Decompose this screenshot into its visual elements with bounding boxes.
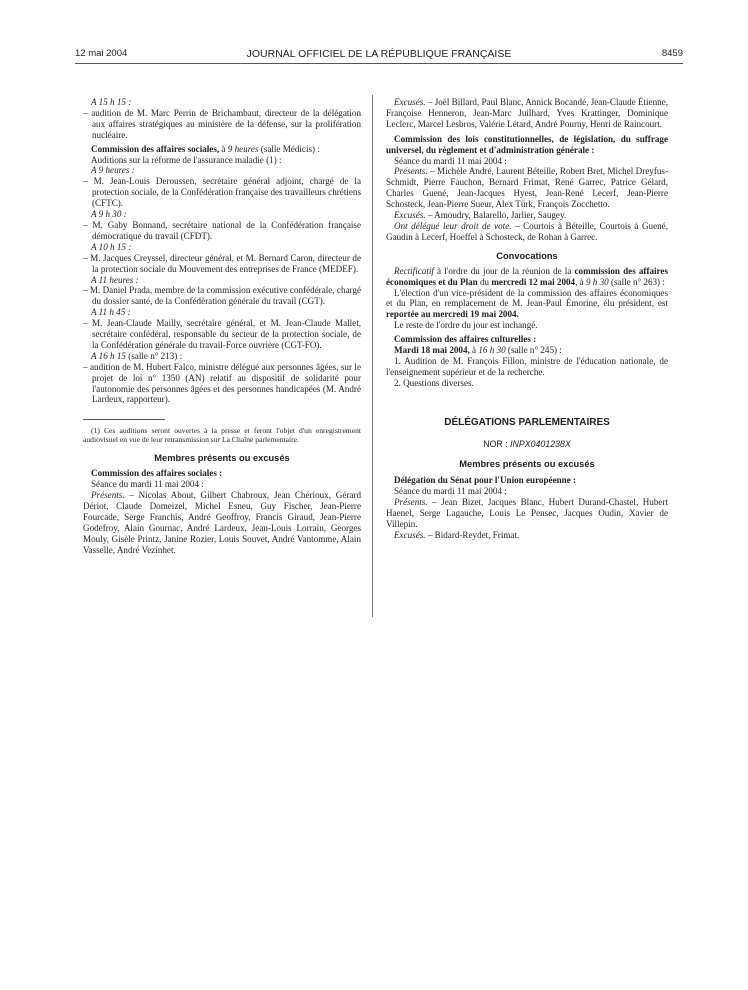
rectificatif: Rectificatif à l'ordre du jour de la réunion de la commission des affaires économiques et du Plan du mercredi 12 mai 2004, à 9 h 30 (salle n° 263) : bbox=[386, 265, 669, 287]
page-header bbox=[75, 48, 683, 64]
time-heading: A 9 h 30 : bbox=[91, 209, 127, 220]
section-heading: Membres présents ou excusés bbox=[459, 459, 595, 470]
time-heading: A 10 h 15 : bbox=[91, 241, 132, 252]
seance-date: Séance du mardi 11 mai 2004 : bbox=[394, 155, 507, 166]
meeting-date: Mardi 18 mai 2004, à 16 h 30 (salle n° 245) : bbox=[394, 345, 562, 356]
delegation-heading: Délégation du Sénat pour l'Union européenne : bbox=[394, 475, 577, 486]
section-heading: DÉLÉGATIONS PARLEMENTAIRES bbox=[444, 416, 610, 428]
time-heading: A 16 h 15 (salle n° 213) : bbox=[91, 350, 183, 361]
commission-heading: Commission des affaires sociales, à 9 heures (salle Médicis) : bbox=[91, 143, 320, 154]
right-column bbox=[386, 97, 668, 541]
agenda-item: – audition de M. Marc Perrin de Brichambaut, directeur de la délégation aux affaires stratégiques au ministère de la défense, sur la prolifération nucléaire. bbox=[83, 107, 361, 140]
agenda-item: – M. Jean-Claude Mailly, secrétaire général, et M. Jean-Claude Mallet, secrétaire confédéral, responsable du secteur de la protection sociale, de la Confédération générale du travail-Force ouvrière (CGT-FO). bbox=[83, 318, 361, 350]
attendance-list: Excusés. – Joël Billard, Paul Blanc, Annick Bocandé, Jean-Claude Étienne, Françoise Henneron, Jean-Marc Juilhard, Yves Krattinger, Dominique Leclerc, Marcel Lesbros, Valérie Létard, André Pourny, Henri de Raincourt. bbox=[386, 97, 668, 129]
time-heading: A 9 heures : bbox=[91, 165, 135, 176]
left-column bbox=[83, 97, 361, 556]
header-rule bbox=[75, 63, 683, 64]
agenda-item: 2. Questions diverses. bbox=[394, 377, 474, 388]
commission-heading: Commission des lois constitutionnelles, de législation, du suffrage universel, du règlement et d'administration générale : bbox=[386, 133, 668, 155]
footnote-rule bbox=[83, 419, 165, 420]
auditions-intro: Auditions sur la réforme de l'assurance maladie (1) : bbox=[91, 154, 282, 165]
agenda-item: – audition de M. Hubert Falco, ministre délégué aux personnes âgées, sur le projet de loi n° 1350 (AN) relatif au dispositif de solidarité pour l'autonomie des personnes âgées et des personnes handicapées (M. André Lardeux, rapporteur). bbox=[83, 361, 361, 405]
attendance-list: Présents. – Michèle André, Laurent Béteille, Robert Bret, Michel Dreyfus-Schmidt, Pierre Fauchon, Bernard Frimat, René Garrec, Patrice Gélard, Charles Guené, Jean-Jacques Hyest, Jean-René Lecerf, Jean-Pierre Schosteck, Jean-Pierre Sueur, Alex Türk, François Zocchetto. bbox=[386, 166, 668, 210]
agenda-note: Le reste de l'ordre du jour est inchangé. bbox=[394, 320, 538, 331]
agenda-item: – M. Jacques Creyssel, directeur général, et M. Bernard Caron, directeur de la protection sociale du Mouvement des entreprises de France (MEDEF). bbox=[83, 252, 361, 274]
agenda-item: – M. Gaby Bonnand, secrétaire national de la Confédération française démocratique du travail (CFDT). bbox=[83, 219, 361, 241]
agenda-item: L'élection d'un vice-président de la commission des affaires économiques et du Plan, en remplacement de M. Jean-Paul Émorine, élu président, est reportée au mercredi 19 mai 2004. bbox=[386, 287, 668, 320]
attendance-list: Excusés. – Bidard-Reydet, Frimat. bbox=[394, 529, 520, 540]
agenda-item: – M. Daniel Prada, membre de la commission exécutive confédérale, chargé du dossier santé, de la Confédération générale du travail (CGT). bbox=[83, 285, 361, 307]
attendance-list: Excusés. – Amoudry, Balarello, Jarlier, Saugey. bbox=[394, 210, 567, 221]
commission-heading: Commission des affaires culturelles : bbox=[394, 334, 537, 345]
column-separator bbox=[372, 95, 373, 617]
seance-date: Séance du mardi 11 mai 2004 : bbox=[394, 486, 507, 497]
journal-title: JOURNAL OFFICIEL DE LA RÉPUBLIQUE FRANÇAISE bbox=[246, 48, 512, 60]
time-heading: A 15 h 15 : bbox=[91, 97, 132, 107]
commission-heading: Commission des affaires sociales : bbox=[91, 468, 223, 479]
section-heading: Convocations bbox=[496, 250, 558, 261]
nor-reference: NOR : INPX0401238X bbox=[483, 438, 571, 449]
time-heading: A 11 h 45 : bbox=[91, 307, 131, 318]
vote-delegation: Ont délégué leur droit de vote. – Courtois à Béteille, Courtois à Guené, Gaudin à Lecerf, Hoeffel à Schosteck, de Rohan à Garrec. bbox=[386, 220, 668, 242]
header-date: 12 mai 2004 bbox=[75, 48, 128, 59]
section-heading: Membres présents ou excusés bbox=[154, 453, 290, 464]
page-number: 8459 bbox=[661, 48, 683, 59]
seance-date: Séance du mardi 11 mai 2004 : bbox=[91, 479, 204, 490]
footnote: (1) Ces auditions seront ouvertes à la presse et feront l'objet d'un enregistrement audiovisuel en vue de leur retransmission sur La Chaîne parlementaire. bbox=[83, 426, 361, 445]
agenda-item: 1. Audition de M. François Fillon, ministre de l'éducation nationale, de l'enseignement supérieur et de la recherche. bbox=[386, 355, 668, 377]
attendance-list: Présents. – Jean Bizet, Jacques Blanc, Hubert Durand-Chastel, Hubert Haenel, Serge Lagauche, Louis Le Pensec, Jacques Oudin, Xavier de Villepin. bbox=[386, 497, 668, 529]
attendance-list: Présents. – Nicolas About, Gilbert Chabroux, Jean Chérioux, Gérard Dériot, Claude Domeizel, Michel Esneu, Guy Fischer, Jean-Pierre Fourcade, Serge Franchis, André Geoffroy, Francis Giraud, Jean-Pierre Godefroy, Alain Gournac, André Lardeux, Jean-Louis Lorrain, Georges Mouly, Gisèle Printz, Janine Rozier, Louis Souvet, André Vantomme, Alain Vasselle, André Vezinhet. bbox=[83, 490, 361, 555]
time-heading: A 11 heures : bbox=[91, 274, 139, 285]
agenda-item: – M. Jean-Louis Deroussen, secrétaire général adjoint, chargé de la protection sociale, de la Confédération française des travailleurs chrétiens (CFTC). bbox=[83, 176, 361, 209]
